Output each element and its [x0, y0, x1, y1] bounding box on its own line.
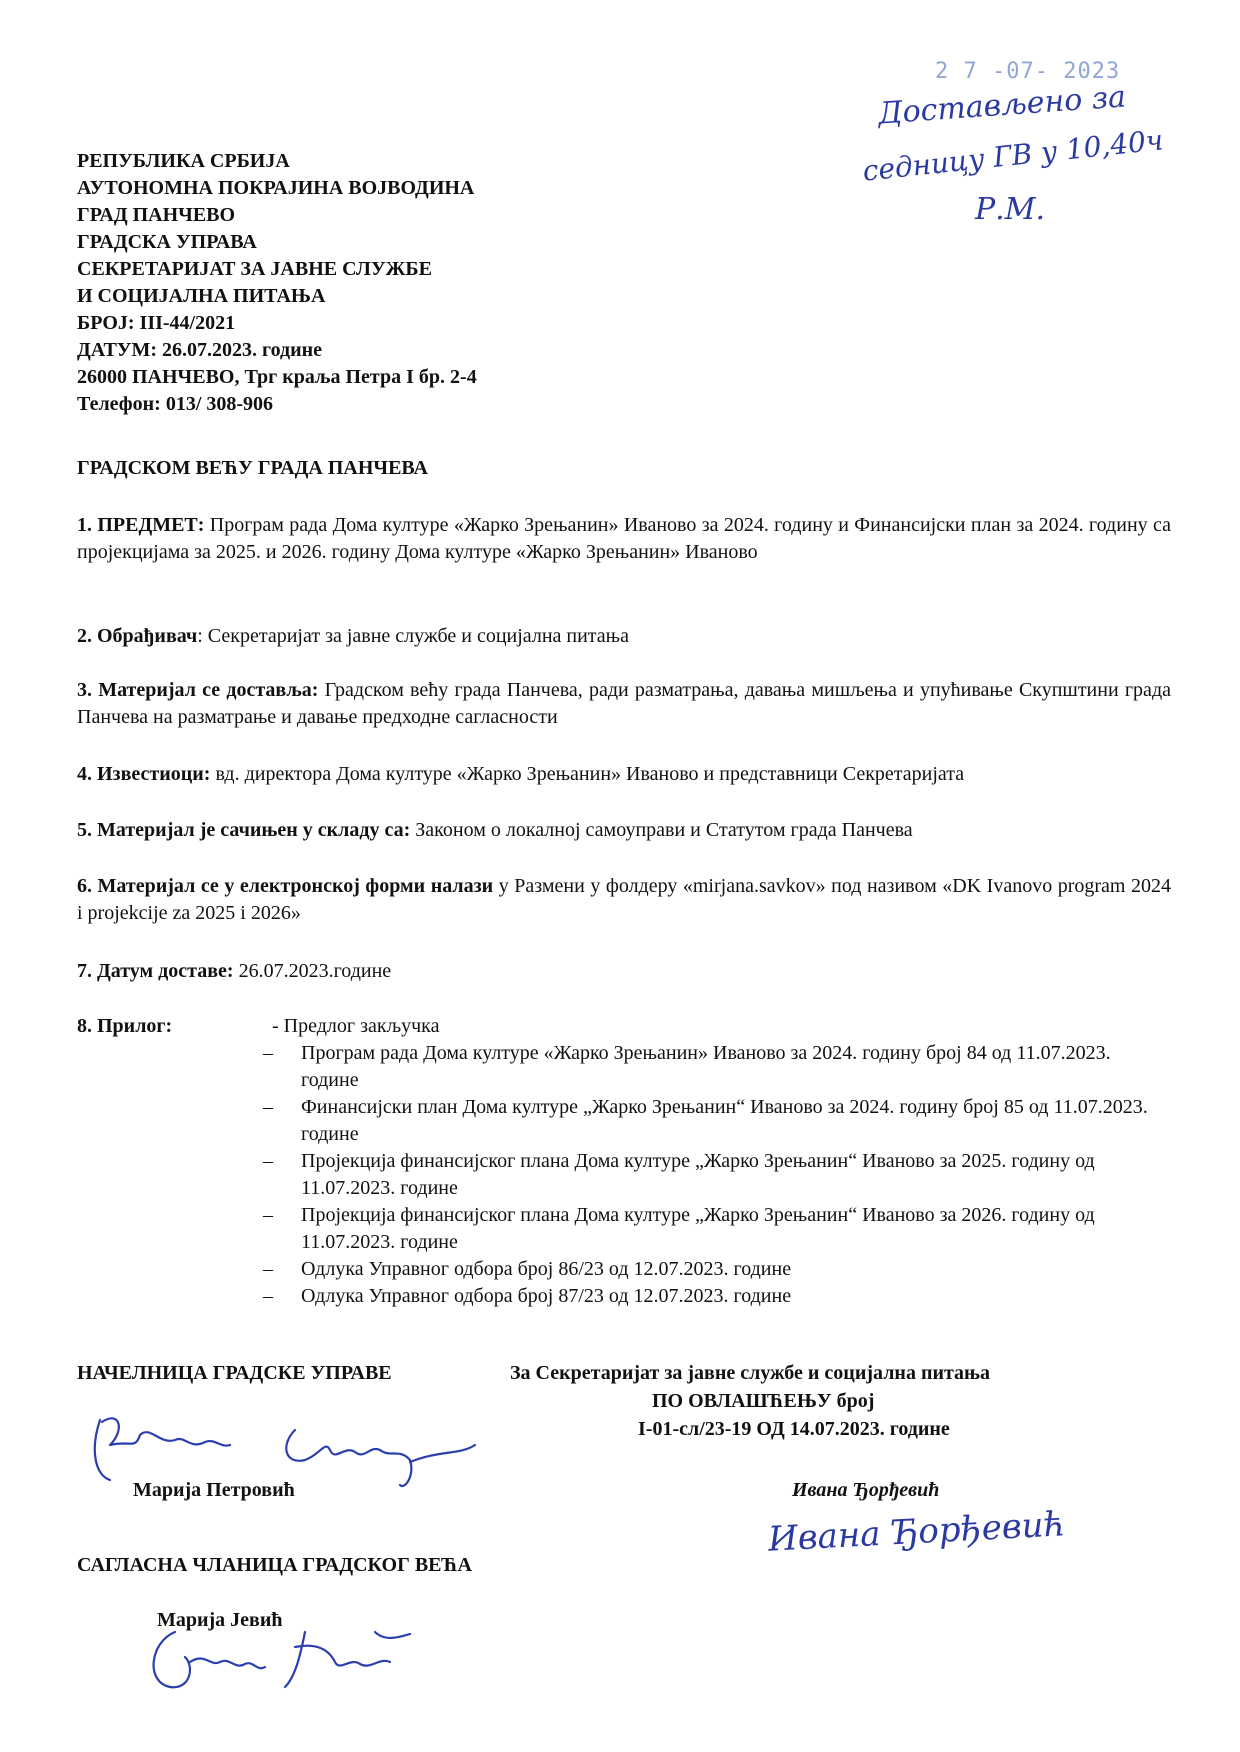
head-of-administration-title: НАЧЕЛНИЦА ГРАДСКЕ УПРАВЕ [77, 1362, 392, 1384]
item-author [77, 623, 1171, 650]
item-text: у Размени у фолдеру «mirjana.savkov» под називом «DK Ivanovo program 2024 i projekcije za 2025 i 2026» [77, 875, 1172, 924]
item-label: 4. Известиоци: [77, 763, 211, 785]
authorization-line: ПО ОВЛАШЋЕЊУ број [652, 1390, 875, 1412]
item-legal-basis [77, 817, 1171, 844]
handwritten-note-line1: Достављено за [877, 79, 1128, 132]
header-line-administration: ГРАДСКА УПРАВА [77, 231, 257, 253]
signature-djordjevic: Ивана Ђорђевић [767, 1504, 1067, 1560]
list-item: – Програм рада Дома културе «Жарко Зрењанин» Иваново за 2024. годину број 84 од 11.07.2023. године [263, 1042, 1111, 1091]
header-line-phone: Телефон: 013/ 308-906 [77, 393, 274, 415]
item-label: 1. ПРЕДМЕТ: [77, 514, 205, 536]
addressee: ГРАДСКОМ ВЕЋУ ГРАДА ПАНЧЕВА [77, 457, 428, 479]
list-item: – Пројекција финансијског плана Дома културе „Жарко Зрењанин“ Иваново за 2026. годину од 11.07.2023. године [263, 1204, 1095, 1253]
item-text: 26.07.2023.године [233, 960, 392, 982]
authorization-number: I-01-сл/23-19 ОД 14.07.2023. године [638, 1418, 950, 1440]
item-text: Законом о локалној самоуправи и Статутом града Панчева [410, 819, 913, 841]
handwritten-initials: Р.М. [975, 192, 1045, 227]
list-item: – Одлука Управног одбора број 86/23 од 12.07.2023. године [263, 1258, 792, 1280]
attachment-proposal: - Предлог закључка [272, 1015, 440, 1037]
receipt-stamp-date: 2 7 -07- 2023 [935, 59, 1121, 84]
item-text: вд. директора Дома културе «Жарко Зрењанин» Иваново и представници Секретаријата [210, 763, 965, 785]
item-text: Програм рада Дома културе «Жарко Зрењанин» Иваново за 2024. годину и Финансијски план за 2024. годину са пројекцијама за 2025. и 2026. годину Дома културе «Жарко Зрењанин» Иваново [77, 514, 1171, 563]
item-label: 6. Материјал се у електронској форми налази [77, 875, 494, 897]
item-subject [77, 512, 1171, 566]
attachments-label: 8. Прилог: [77, 1015, 173, 1037]
signature-jevic [135, 1612, 415, 1702]
letterhead [77, 148, 477, 418]
header-line-date: ДАТУМ: 26.07.2023. године [77, 339, 323, 361]
list-item: – Финансијски план Дома културе „Жарко Зрењанин“ Иваново за 2024. годину број 85 од 11.07.2023. године [263, 1096, 1148, 1145]
list-item: – Пројекција финансијског плана Дома културе „Жарко Зрењанин“ Иваново за 2025. годину од 11.07.2023. године [263, 1150, 1095, 1199]
item-electronic-location [77, 873, 1171, 927]
header-line-country: РЕПУБЛИКА СРБИЈА [77, 150, 290, 172]
attachments-list [263, 1040, 1163, 1310]
item-label: 7. Датум доставе: [77, 960, 234, 982]
council-member-title: САГЛАСНА ЧЛАНИЦА ГРАДСКОГ ВЕЋА [77, 1554, 472, 1576]
secretariat-signatory-name: Ивана Ђорђевић [792, 1479, 940, 1501]
secretariat-signatory-title: За Секретаријат за јавне службе и социјална питања [510, 1362, 990, 1384]
item-delivered-to [77, 677, 1171, 731]
item-delivery-date [77, 958, 1171, 985]
item-label: 3. Материјал се доставља: [77, 679, 319, 701]
header-line-secretariat-2: И СОЦИЈАЛНА ПИТАЊА [77, 285, 326, 307]
header-line-province: АУТОНОМНА ПОКРАЈИНА ВОЈВОДИНА [77, 177, 475, 199]
item-reporters [77, 761, 1171, 788]
header-line-city: ГРАД ПАНЧЕВО [77, 204, 236, 226]
item-label: 2. Обрађивач [77, 625, 198, 647]
handwritten-note-line2: седницу ГВ у 10,40ч [861, 123, 1165, 188]
header-line-address: 26000 ПАНЧЕВО, Трг краља Петра I бр. 2-4 [77, 366, 477, 388]
council-member-name: Марија Јевић [157, 1609, 283, 1631]
item-label: 5. Материјал је сачињен у складу са: [77, 819, 411, 841]
list-item: – Одлука Управног одбора број 87/23 од 12.07.2023. године [263, 1285, 792, 1307]
item-text: Градском већу града Панчева, ради разматрања, давања мишљења и упућивање Скупштини града Панчева на разматрање и давање предходне сагласности [77, 679, 1171, 728]
header-line-secretariat: СЕКРЕТАРИЈАТ ЗА ЈАВНЕ СЛУЖБЕ [77, 258, 432, 280]
item-text: : Секретаријат за јавне службе и социјална питања [197, 625, 630, 647]
head-of-administration-name: Марија Петровић [133, 1479, 295, 1501]
header-line-number: БРОЈ: III-44/2021 [77, 312, 236, 334]
